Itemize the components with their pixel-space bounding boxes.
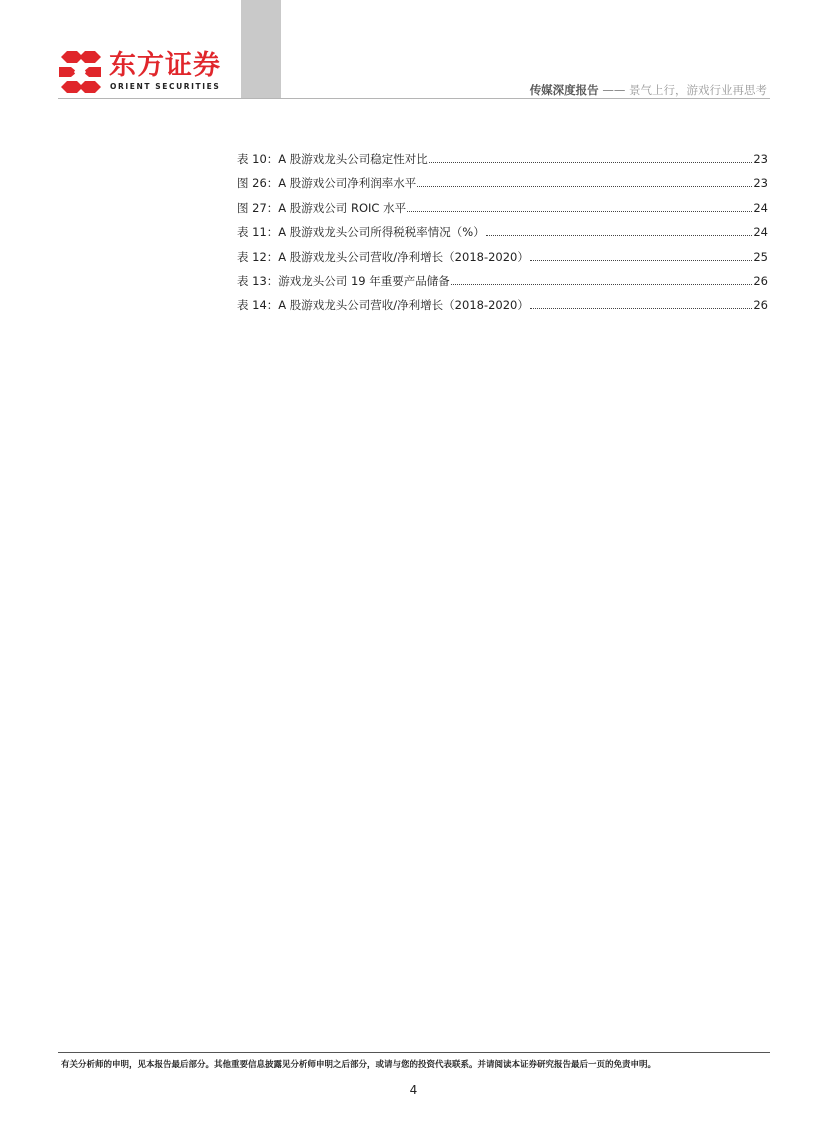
toc-leader-dots [451, 273, 753, 285]
company-logo [57, 47, 227, 97]
orient-securities-logo-icon [57, 49, 103, 95]
toc-entry-label: 图 26：A 股游戏公司净利润率水平 [237, 176, 417, 191]
toc-entry-page: 24 [753, 225, 768, 240]
toc-entry[interactable] [237, 222, 768, 246]
page-number: 4 [409, 1083, 418, 1097]
report-subtitle: 景气上行，游戏行业再思考 [629, 83, 767, 97]
toc-entry[interactable] [237, 198, 768, 222]
toc-entry-label: 表 14：A 股游戏龙头公司营收/净利增长（2018-2020） [237, 298, 529, 313]
toc-entry[interactable] [237, 149, 768, 173]
toc-leader-dots [530, 297, 752, 309]
toc-entry-label: 表 12：A 股游戏龙头公司营收/净利增长（2018-2020） [237, 249, 529, 264]
toc-entry-label: 图 27：A 股游戏公司 ROIC 水平 [237, 200, 407, 215]
toc-leader-dots [429, 151, 753, 163]
footer-divider [58, 1052, 770, 1053]
toc-leader-dots [486, 224, 753, 236]
toc-entry-page: 25 [753, 249, 768, 264]
footer-disclaimer: 有关分析师的申明，见本报告最后部分。其他重要信息披露见分析师申明之后部分，或请与您的投资代表联系。并请阅读本证券研究报告最后一页的免责申明。 [61, 1060, 657, 1070]
toc-entry[interactable] [237, 173, 768, 197]
toc-entry-page: 24 [753, 200, 768, 215]
toc-entry-label: 表 11：A 股游戏龙头公司所得税税率情况（%） [237, 225, 485, 240]
report-header-title [530, 83, 767, 97]
report-type: 传媒深度报告 [529, 83, 599, 97]
logo-english-name: ORIENT SECURITIES [110, 82, 221, 91]
toc-entry-page: 26 [753, 273, 768, 288]
toc-entry-page: 23 [753, 152, 768, 166]
logo-chinese-name: 东方证券 [109, 50, 221, 81]
header-divider [58, 98, 770, 99]
table-of-contents [237, 149, 768, 320]
toc-entry-page: 23 [753, 176, 768, 191]
toc-entry[interactable] [237, 295, 768, 319]
header-gray-tab [241, 0, 281, 98]
toc-leader-dots [407, 200, 752, 212]
toc-entry-label: 表 13：游戏龙头公司 19 年重要产品储备 [237, 273, 450, 288]
header-separator: —— [602, 83, 626, 97]
toc-entry[interactable] [237, 247, 768, 271]
toc-entry-page: 26 [753, 298, 768, 313]
toc-leader-dots [530, 249, 752, 261]
toc-entry-label: 表 10：A 股游戏龙头公司稳定性对比 [237, 152, 428, 166]
toc-entry[interactable] [237, 271, 768, 295]
toc-leader-dots [417, 175, 752, 187]
